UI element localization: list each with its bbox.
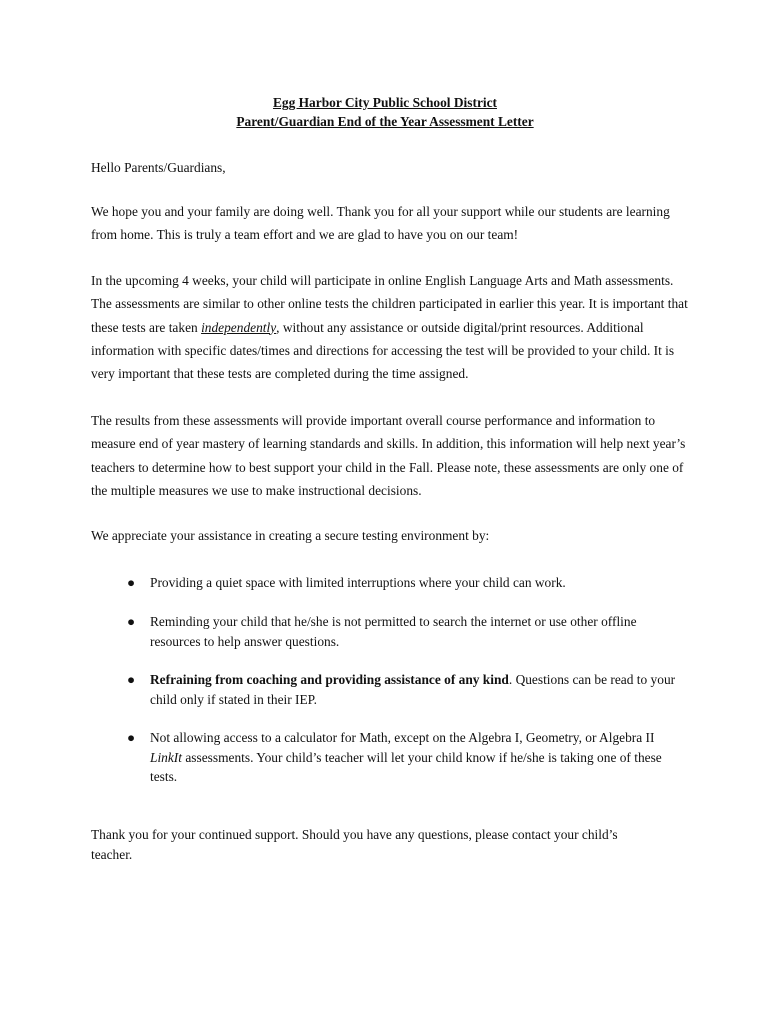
district-name: Egg Harbor City Public School District — [272, 95, 498, 110]
list-item — [91, 728, 691, 787]
closing-paragraph: Thank you for your continued support. Should you have any questions, please contact your child’s teacher. — [91, 827, 618, 862]
list-item-text: Providing a quiet space with limited interruptions where your child can work. — [150, 575, 566, 590]
letter-title: Parent/Guardian End of the Year Assessment Letter — [236, 114, 534, 129]
list-item — [91, 670, 691, 709]
letter-header — [0, 93, 770, 131]
list-item-rest: . Questions can be read to your child only if stated in their IEP. — [150, 672, 676, 707]
paragraph-assessments-part2: , without any assistance or outside digital/print resources. Additional information with specific dates/times and directions for accessing the test will be provided to your child. It is very important that these tests are completed during the time assigned. — [91, 319, 675, 382]
list-item-text: Reminding your child that he/she is not permitted to search the internet or use other offline resources to help answer questions. — [150, 614, 637, 649]
paragraph-assistance: We appreciate your assistance in creating a secure testing environment by: — [91, 528, 490, 543]
bullet-marker: ● — [127, 672, 136, 687]
emphasis-independently: independently — [201, 319, 277, 335]
paragraph-welcome: We hope you and your family are doing well. Thank you for all your support while our students are learning from home. This is truly a team effort and we are glad to have you on our team! — [91, 204, 670, 243]
paragraph-assessments-part1: In the upcoming 4 weeks, your child will participate in online English Language Arts and Math assessments. The assessments are similar to other online tests the children participated in earlier this year. It is important that these tests are taken — [91, 273, 688, 335]
list-item-bold: Refraining from coaching and providing assistance of any kind — [150, 672, 509, 687]
greeting: Hello Parents/Guardians, — [91, 160, 226, 175]
paragraph-results: The results from these assessments will provide important overall course performance and information to measure end of year mastery of learning standards and skills. In addition, this information will help next year’s teachers to determine how to best support your child in the Fall. Please note, these assessments are only one of the multiple measures we use to make instructional decisions. — [91, 413, 686, 498]
list-item-text — [150, 728, 680, 787]
bullet-marker: ● — [127, 730, 136, 745]
bullet-marker: ● — [127, 575, 136, 590]
paragraph-assessments — [91, 269, 691, 385]
bullet-marker: ● — [127, 614, 136, 629]
list-item-text — [150, 670, 680, 709]
linkit-name: LinkIt — [150, 749, 182, 765]
list-item-part1: Not allowing access to a calculator for Math, except on the Algebra I, Geometry, or Algebra II — [150, 730, 655, 745]
list-item — [91, 573, 691, 593]
list-item-part2: assessments. Your child’s teacher will let your child know if he/she is taking one of these tests. — [150, 749, 662, 784]
list-item — [91, 612, 691, 651]
